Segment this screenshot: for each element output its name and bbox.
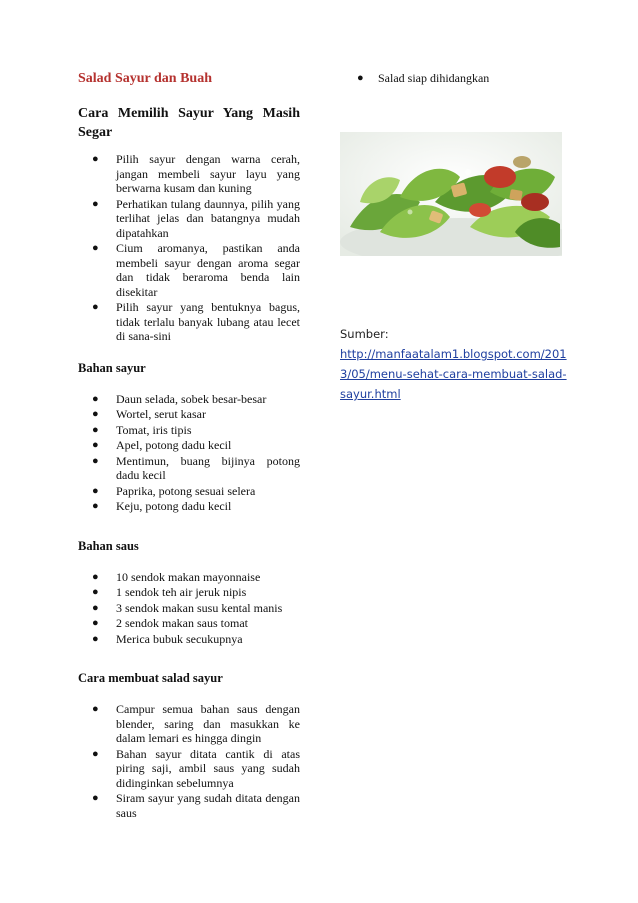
- bullet-icon: ●: [92, 500, 99, 512]
- bullet-icon: ●: [92, 586, 99, 598]
- choose-heading: Cara Memilih Sayur Yang Masih Segar: [78, 106, 300, 140]
- list-item: ● Pilih sayur yang bentuknya bagus, tidak terlalu banyak lubang atau lecet di sana-sini: [92, 300, 300, 343]
- list-item: ● Cium aromanya, pastikan anda membeli sayur dengan aroma segar dan tidak beraroma benda lain disekitar: [92, 241, 300, 299]
- ready-item: ● Salad siap dihidangkan: [357, 71, 490, 85]
- list-item: ● Mentimun, buang bijinya potong dadu kecil: [92, 453, 300, 482]
- sauce-list: [78, 570, 300, 647]
- list-item: ● Merica bubuk secukupnya: [92, 631, 243, 646]
- bullet-icon: ●: [92, 153, 99, 165]
- list-item: ● Daun selada, sobek besar-besar: [92, 391, 267, 406]
- list-item: ● Keju, potong dadu kecil: [92, 499, 232, 513]
- list-item: ● 3 sendok makan susu kental manis: [92, 600, 283, 615]
- bullet-icon: ●: [92, 423, 99, 436]
- list-item: ● Apel, potong dadu kecil: [92, 438, 232, 452]
- list-item: ● Paprika, potong sesuai selera: [92, 483, 256, 498]
- bullet-icon: ●: [92, 242, 99, 254]
- bullet-icon: ●: [92, 392, 99, 405]
- bullet-icon: ●: [92, 747, 99, 760]
- left-column: [78, 71, 300, 821]
- bullet-icon: ●: [92, 792, 99, 804]
- bullet-icon: ●: [357, 72, 364, 84]
- bullet-icon: ●: [92, 570, 99, 583]
- source-block: [340, 324, 570, 404]
- list-item: ● Wortel, serut kasar: [92, 407, 206, 421]
- salad-photo: [340, 132, 562, 256]
- list-item: ● Campur semua bahan saus dengan blender, saring dan masukkan ke dalam lemari es hingga dingin: [92, 702, 300, 745]
- right-column: [340, 71, 570, 86]
- list-item: ● Siram sayur yang sudah ditata dengan saus: [92, 791, 300, 820]
- bullet-icon: ●: [92, 197, 99, 210]
- list-item: ● Bahan sayur ditata cantik di atas piring saji, ambil saus yang sudah didinginkan sebelumnya: [92, 746, 300, 790]
- salad-illustration: [340, 132, 562, 256]
- choose-list: [78, 152, 300, 344]
- source-link[interactable]: http://manfaatalam1.blogspot.com/2013/05/menu-sehat-cara-membuat-salad-sayur.html: [340, 347, 567, 401]
- bullet-icon: ●: [92, 408, 99, 420]
- list-item: ● 10 sendok makan mayonnaise: [92, 569, 261, 584]
- bullet-icon: ●: [92, 301, 99, 313]
- bullet-icon: ●: [92, 439, 99, 451]
- method-list: [78, 702, 300, 820]
- list-item: ● Pilih sayur dengan warna cerah, jangan membeli sayur layu yang berwarna kusam dan kuning: [92, 152, 300, 195]
- document-title: Salad Sayur dan Buah: [78, 71, 212, 86]
- list-item: ● 1 sendok teh air jeruk nipis: [92, 585, 247, 599]
- veg-list: [78, 392, 300, 514]
- bullet-icon: ●: [92, 632, 99, 645]
- sauce-heading: Bahan saus: [78, 538, 139, 553]
- list-item: ● Tomat, iris tipis: [92, 422, 192, 437]
- bullet-icon: ●: [92, 484, 99, 497]
- list-item: ● 2 sendok makan saus tomat: [92, 616, 248, 630]
- method-heading: Cara membuat salad sayur: [78, 671, 223, 685]
- bullet-icon: ●: [92, 601, 99, 614]
- list-item: ● Perhatikan tulang daunnya, pilih yang terlihat jelas dan batangnya mudah dipatahkan: [92, 196, 300, 240]
- bullet-icon: ●: [92, 703, 99, 715]
- bullet-icon: ●: [92, 454, 99, 467]
- source-label: Sumber:: [340, 327, 389, 341]
- bullet-icon: ●: [92, 617, 99, 629]
- veg-heading: Bahan sayur: [78, 360, 146, 375]
